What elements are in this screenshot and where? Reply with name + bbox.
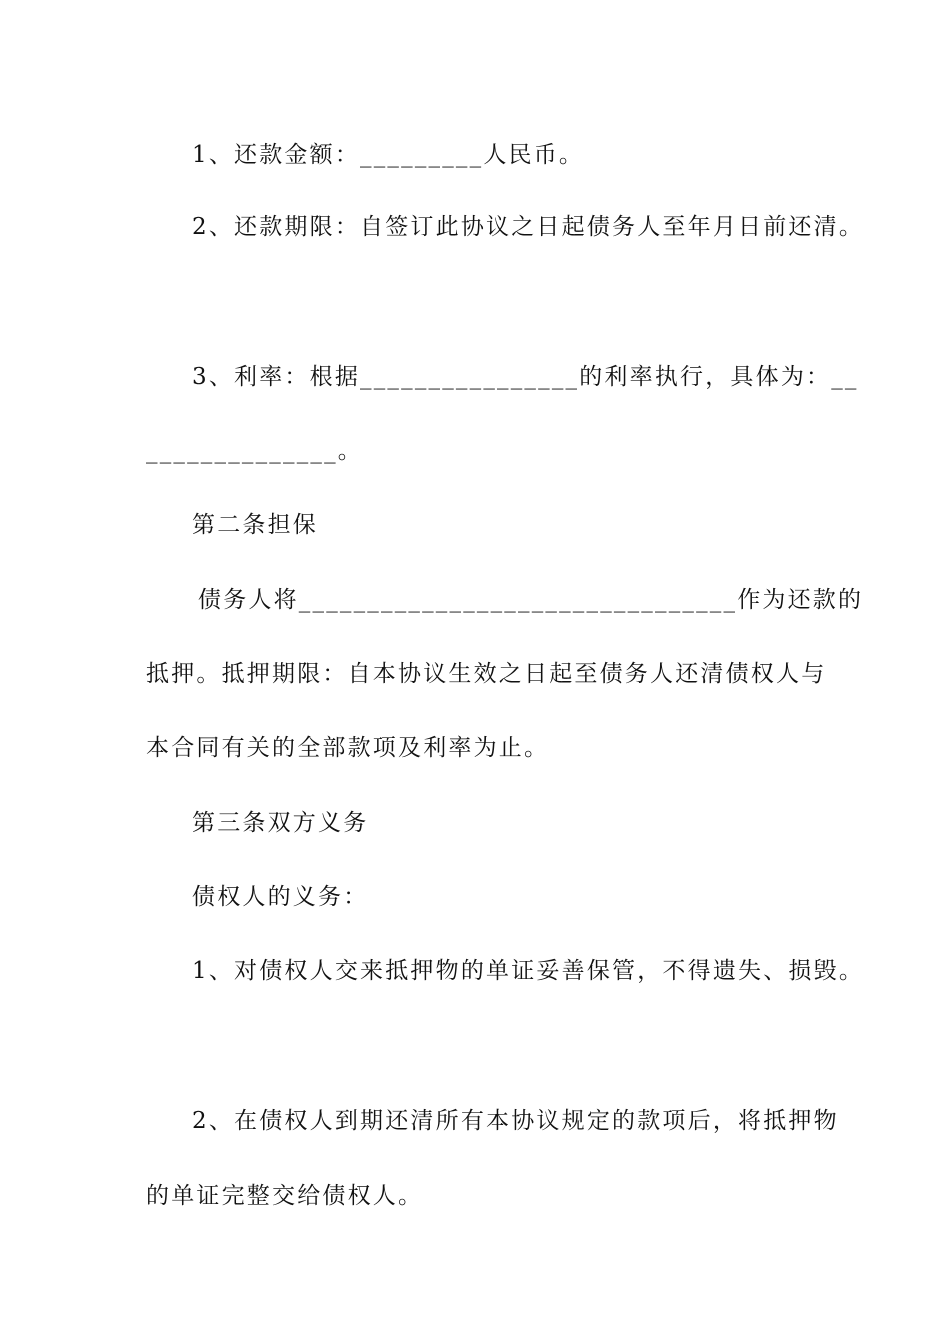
section-heading-guarantee: 第二条担保 <box>192 512 318 538</box>
clause-repayment-amount: 1、还款金额：_________人民币。 <box>192 142 585 168</box>
clause-interest-rate-continued: ______________。 <box>146 438 363 464</box>
section-heading-obligations: 第三条双方义务 <box>192 810 369 836</box>
guarantee-paragraph-line-1: 债务人将________________________________作为还款的 <box>198 587 864 613</box>
obligation-item-1: 1、对债权人交来抵押物的单证妥善保管，不得遗失、损毁。 <box>192 958 865 984</box>
obligation-item-2-line-1: 2、在债权人到期还清所有本协议规定的款项后，将抵押物 <box>192 1108 839 1134</box>
guarantee-paragraph-line-3: 本合同有关的全部款项及利率为止。 <box>146 735 550 761</box>
creditor-obligations-heading: 债权人的义务： <box>192 884 369 910</box>
clause-interest-rate: 3、利率：根据________________的利率执行，具体为：__ <box>192 364 859 390</box>
guarantee-paragraph-line-2: 抵押。抵押期限：自本协议生效之日起至债务人还清债权人与 <box>146 661 827 687</box>
clause-repayment-term: 2、还款期限：自签订此协议之日起债务人至年月日前还清。 <box>192 214 865 240</box>
obligation-item-2-line-2: 的单证完整交给债权人。 <box>146 1183 424 1209</box>
